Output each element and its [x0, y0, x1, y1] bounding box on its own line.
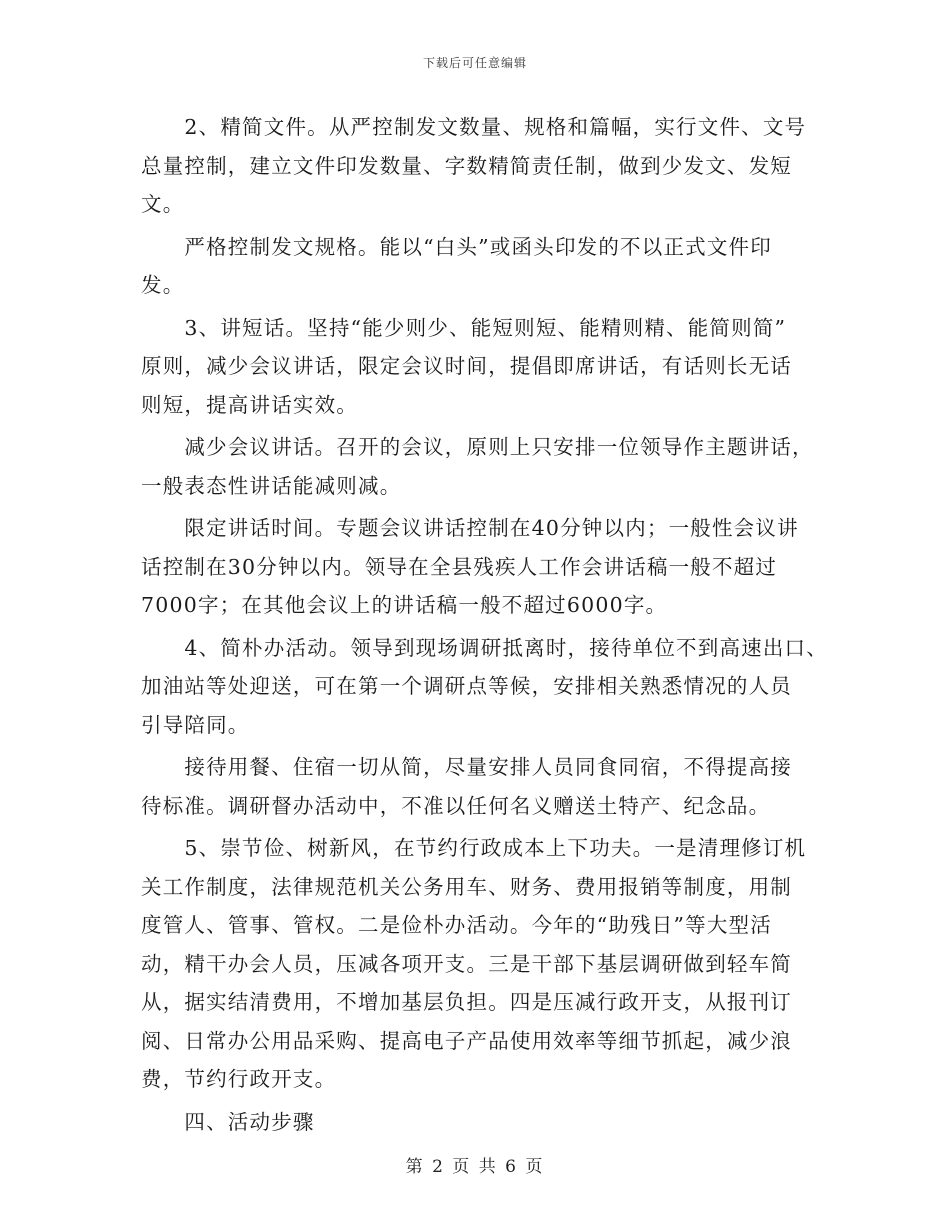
paragraph: [141, 829, 811, 1099]
text-line: 减少会议讲话。召开的会议，原则上只安排一位领导作主题讲话，: [141, 435, 814, 459]
text-line: 费，节约行政开支。: [141, 1067, 337, 1091]
document-body: [141, 108, 828, 1141]
paragraph: [141, 629, 828, 745]
paragraph: [141, 428, 814, 505]
text-line: 接待用餐、住宿一切从简，尽量安排人员同食同宿，不得提高接: [141, 755, 792, 779]
text-line: 一般表态性讲话能减则减。: [141, 473, 402, 498]
text-line: 总量控制，建立文件印发数量、字数精简责任制，做到少发文、发短: [141, 153, 792, 178]
text-line: 待标准。调研督办活动中，不准以任何名义赠送土特产、纪念品。: [141, 793, 771, 818]
text-line: 3、讲短话。坚持“能少则少、能短则短、能精则精、能简则简”: [141, 315, 787, 340]
text-line: 则短，提高讲话实效。: [141, 392, 358, 417]
text-line: 从，据实结清费用，不增加基层负担。四是压减行政开支，从报刊订: [141, 990, 792, 1014]
text-line: 限定讲话时间。专题会议讲话控制在40分钟以内；一般性会议讲: [141, 516, 799, 540]
page-header: 下载后可任意编辑: [422, 56, 527, 70]
text-line: 关工作制度，法律规范机关公务用车、财务、费用报销等制度，用制: [141, 874, 792, 899]
text-line: 7000字；在其他会议上的讲话稿一般不超过6000字。: [141, 593, 668, 617]
text-line: 4、简朴办活动。领导到现场调研抵离时，接待单位不到高速出口、: [141, 635, 828, 660]
text-line: 5、崇节俭、树新风，在节约行政成本上下功夫。一是清理修订机: [141, 836, 807, 860]
text-line: 话控制在30分钟以内。领导在全县残疾人工作会讲话稿一般不超过: [141, 554, 778, 579]
text-line: 严格控制发文规格。能以“白头”或函头印发的不以正式文件印: [141, 234, 772, 259]
paragraph: [141, 748, 811, 825]
text-line: 引导陪同。: [141, 712, 250, 737]
paragraph: [141, 509, 811, 625]
paragraph: [141, 228, 811, 305]
paragraph: [141, 309, 811, 425]
page-footer: 第 2 页 共 6 页: [405, 1157, 545, 1177]
text-line: 2、精简文件。从严控制发文数量、规格和篇幅，实行文件、文号: [141, 115, 807, 139]
section-heading: 四、活动步骤: [141, 1109, 315, 1134]
text-line: 加油站等处迎送，可在第一个调研点等候，安排相关熟悉情况的人员: [141, 674, 792, 698]
text-line: 发。: [141, 273, 185, 297]
text-line: 阅、日常办公用品采购、提高电子产品使用效率等细节抓起，减少浪: [141, 1028, 792, 1053]
paragraph: [141, 108, 811, 224]
paragraph: [141, 1103, 811, 1142]
text-line: 原则，减少会议讲话，限定会议时间，提倡即席讲话，有话则长无话: [141, 354, 792, 378]
text-line: 文。: [141, 192, 185, 216]
text-line: 动，精干办会人员，压减各项开支。三是干部下基层调研做到轻车简: [141, 951, 792, 976]
text-line: 度管人、管事、管权。二是俭朴办活动。今年的“助残日”等大型活: [141, 913, 772, 937]
